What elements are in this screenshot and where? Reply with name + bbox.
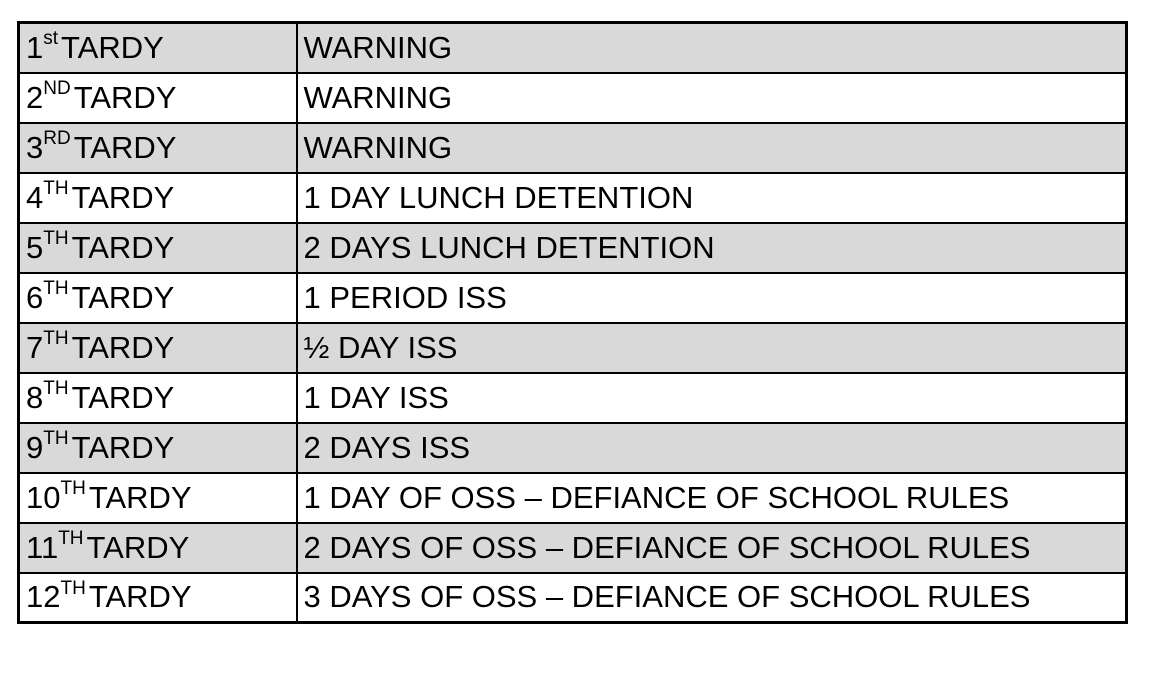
tardy-word: TARDY (88, 579, 192, 615)
table-row (19, 23, 1127, 73)
tardy-word: TARDY (71, 229, 175, 265)
tardy-word: TARDY (71, 179, 175, 215)
consequence-cell: 2 DAYS ISS (297, 423, 1127, 473)
tardy-number: 10 (26, 479, 61, 515)
tardy-number-cell (19, 123, 297, 173)
ordinal-suffix: RD (43, 128, 71, 150)
table-row (19, 473, 1127, 523)
tardy-number: 4 (26, 179, 44, 215)
ordinal-suffix: TH (43, 278, 69, 300)
consequence-cell: ½ DAY ISS (297, 323, 1127, 373)
table-row (19, 523, 1127, 573)
tardy-number: 5 (26, 229, 44, 265)
tardy-policy-table-body (19, 23, 1127, 623)
tardy-number: 11 (26, 529, 59, 565)
ordinal-suffix: TH (58, 528, 84, 550)
table-row (19, 223, 1127, 273)
table-row (19, 73, 1127, 123)
table-row (19, 323, 1127, 373)
tardy-number: 1 (26, 29, 44, 65)
ordinal-suffix: TH (43, 178, 69, 200)
consequence-cell: 3 DAYS OF OSS – DEFIANCE OF SCHOOL RULES (297, 573, 1127, 623)
tardy-word: TARDY (71, 379, 175, 415)
ordinal-suffix: TH (60, 577, 86, 599)
tardy-word: TARDY (86, 529, 190, 565)
consequence-cell: WARNING (297, 23, 1127, 73)
consequence-cell: 2 DAYS LUNCH DETENTION (297, 223, 1127, 273)
ordinal-suffix: TH (43, 428, 69, 450)
ordinal-suffix: TH (43, 378, 69, 400)
tardy-number-cell (19, 573, 297, 623)
tardy-word: TARDY (71, 429, 175, 465)
tardy-word: TARDY (73, 79, 177, 115)
tardy-number: 7 (26, 329, 44, 365)
ordinal-suffix: ND (43, 78, 71, 100)
tardy-number-cell (19, 73, 297, 123)
tardy-word: TARDY (73, 129, 177, 165)
tardy-number: 8 (26, 379, 44, 415)
tardy-number: 6 (26, 279, 44, 315)
tardy-number-cell (19, 173, 297, 223)
tardy-policy-table (17, 21, 1128, 624)
tardy-number: 12 (26, 579, 61, 615)
ordinal-suffix: st (43, 28, 59, 50)
tardy-word: TARDY (88, 479, 192, 515)
consequence-cell: 1 DAY LUNCH DETENTION (297, 173, 1127, 223)
tardy-word: TARDY (71, 279, 175, 315)
tardy-number-cell (19, 23, 297, 73)
table-row (19, 423, 1127, 473)
tardy-word: TARDY (61, 29, 164, 65)
consequence-cell: WARNING (297, 123, 1127, 173)
tardy-number-cell (19, 323, 297, 373)
consequence-cell: 1 PERIOD ISS (297, 273, 1127, 323)
tardy-number-cell (19, 373, 297, 423)
ordinal-suffix: TH (43, 228, 69, 250)
ordinal-suffix: TH (43, 328, 69, 350)
tardy-number: 9 (26, 429, 44, 465)
table-row (19, 373, 1127, 423)
tardy-number: 3 (26, 129, 44, 165)
table-row (19, 573, 1127, 623)
ordinal-suffix: TH (60, 478, 86, 500)
tardy-number-cell (19, 523, 297, 573)
tardy-number-cell (19, 223, 297, 273)
tardy-number-cell (19, 473, 297, 523)
table-row (19, 123, 1127, 173)
table-row (19, 273, 1127, 323)
consequence-cell: 1 DAY ISS (297, 373, 1127, 423)
tardy-number: 2 (26, 79, 44, 115)
tardy-number-cell (19, 273, 297, 323)
tardy-word: TARDY (71, 329, 175, 365)
consequence-cell: WARNING (297, 73, 1127, 123)
tardy-number-cell (19, 423, 297, 473)
table-row (19, 173, 1127, 223)
consequence-cell: 2 DAYS OF OSS – DEFIANCE OF SCHOOL RULES (297, 523, 1127, 573)
consequence-cell: 1 DAY OF OSS – DEFIANCE OF SCHOOL RULES (297, 473, 1127, 523)
